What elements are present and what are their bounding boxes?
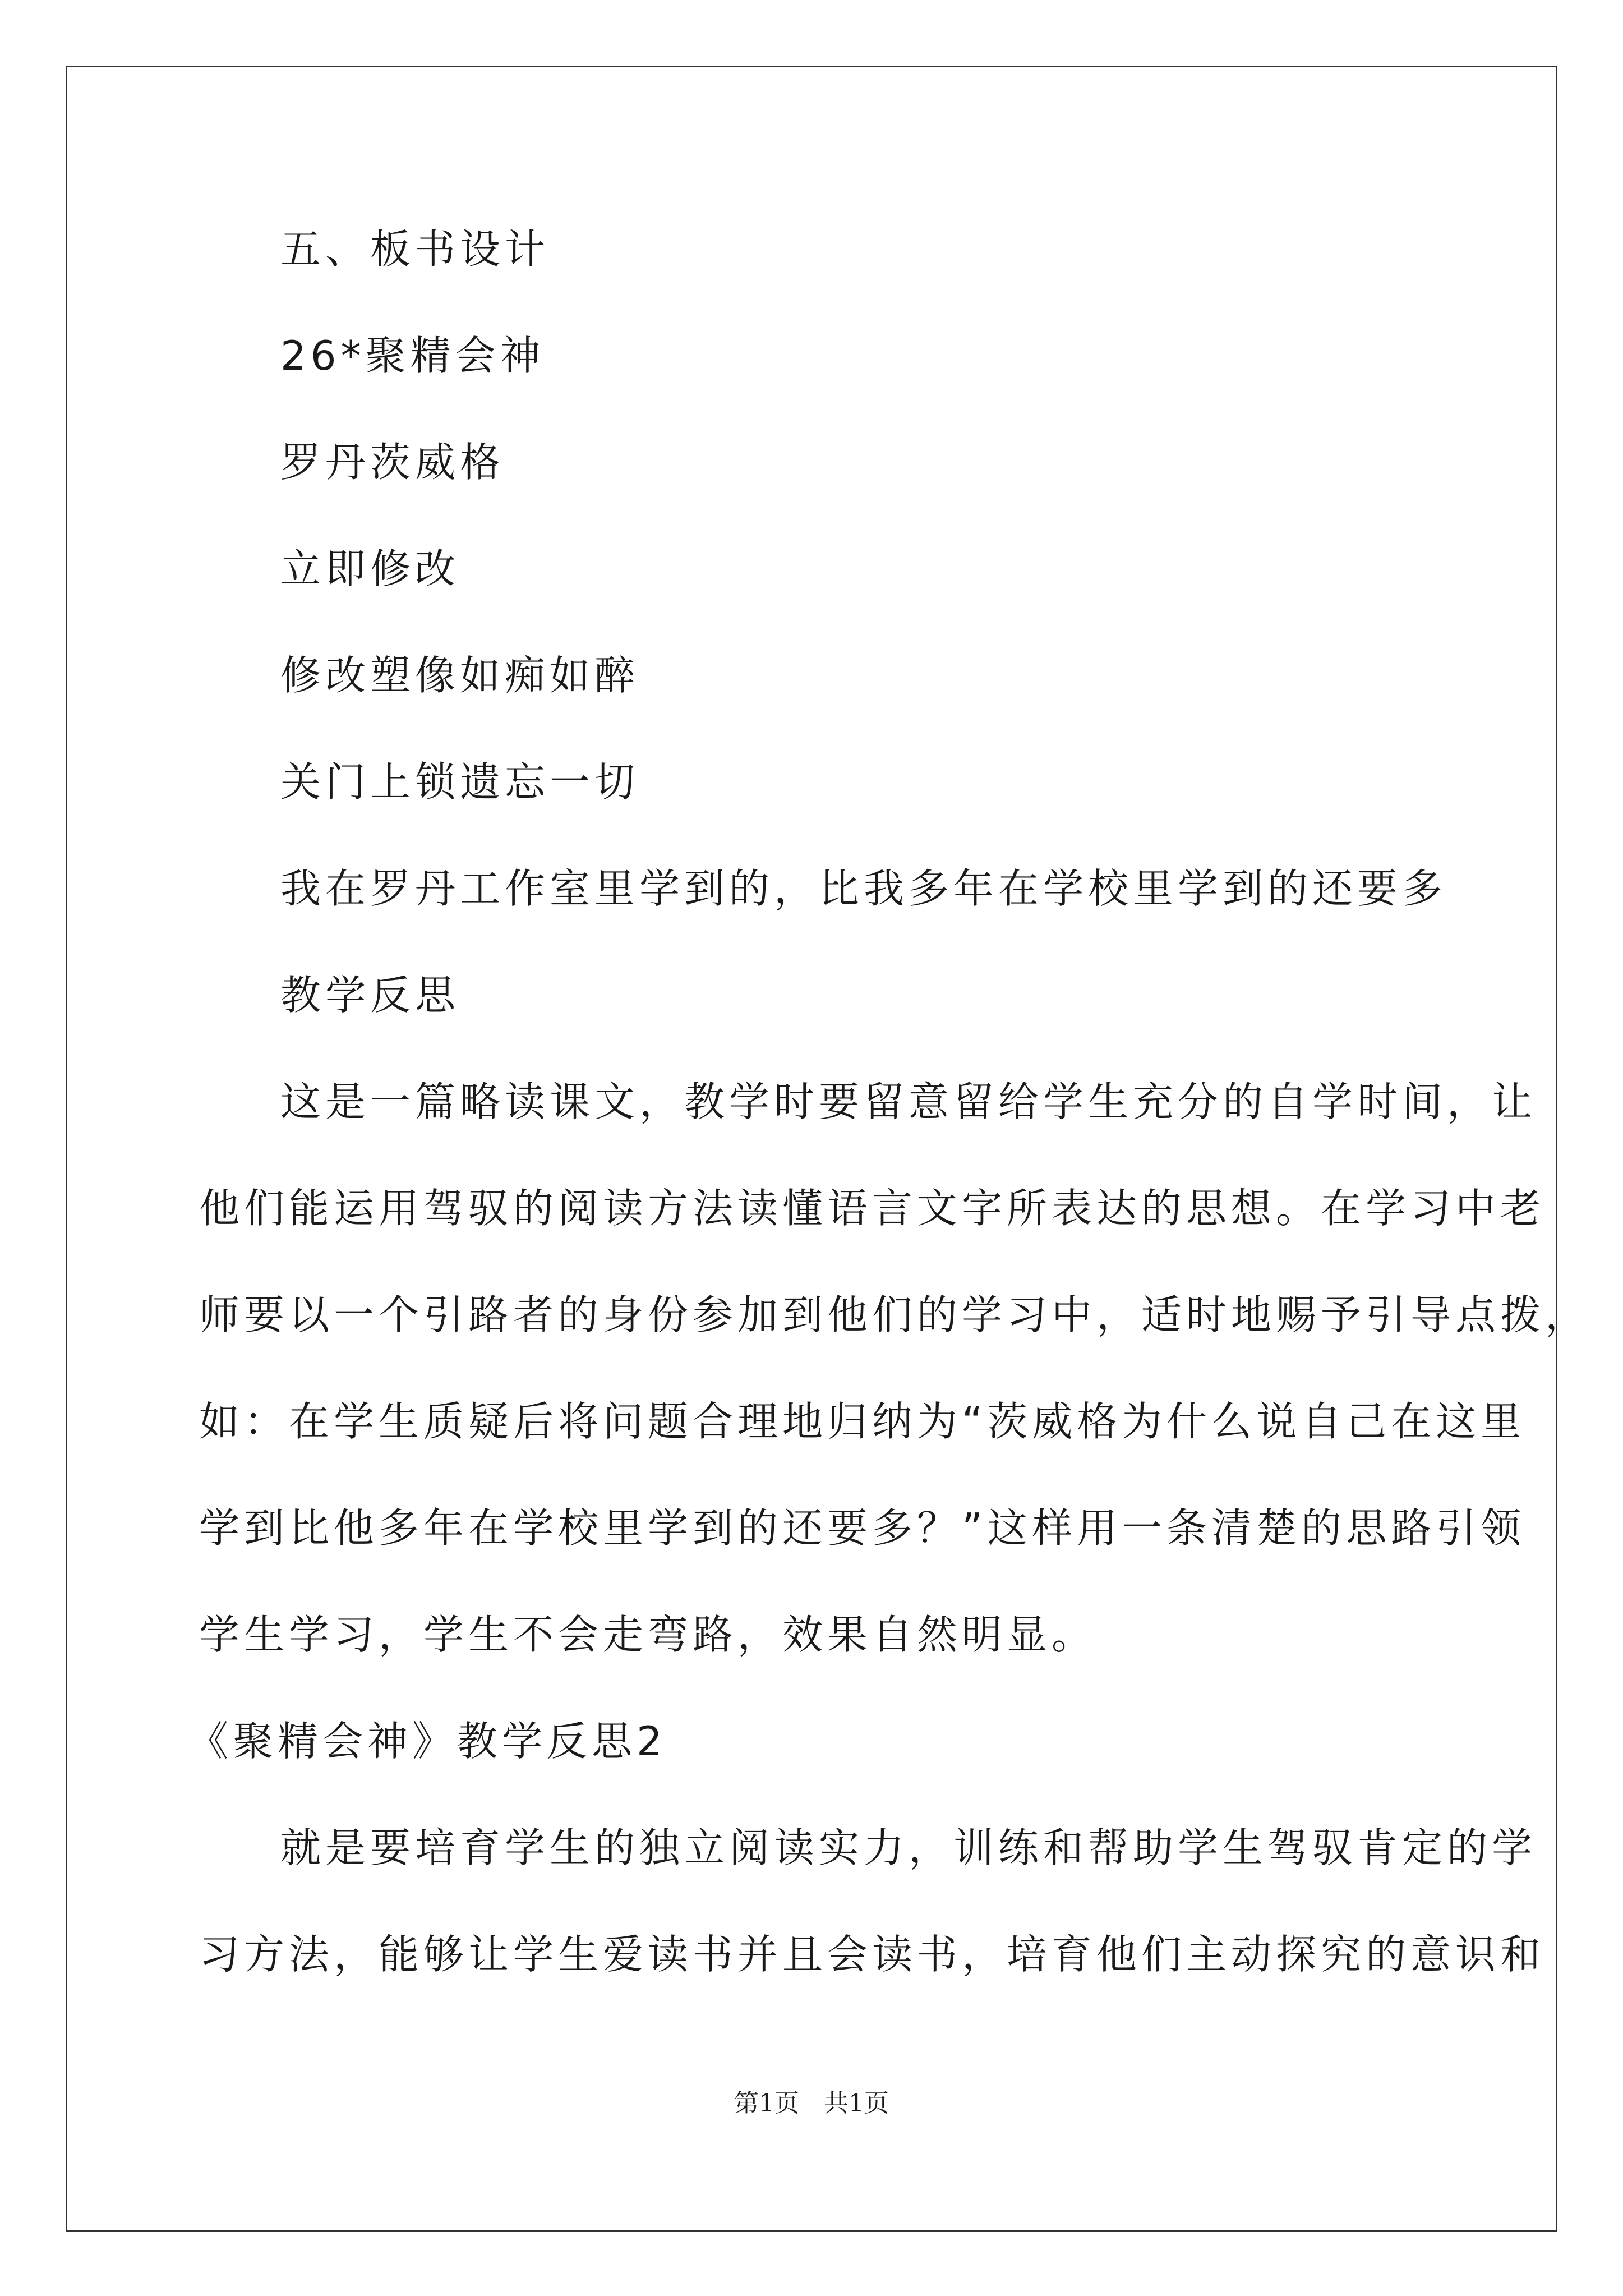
page-number-footer: 第1页 共1页 <box>734 2089 889 2118</box>
board-line: 我在罗丹工作室里学到的，比我多年在学校里学到的还要多 <box>280 865 1447 912</box>
article-title-reflection-2: 《聚精会神》教学反思2 <box>188 1718 667 1765</box>
section-heading-board-design: 五、板书设计 <box>280 226 550 273</box>
paragraph-line: 学生学习，学生不会走弯路，效果自然明显。 <box>199 1611 1097 1658</box>
paragraph-line: 就是要培育学生的独立阅读实力，训练和帮助学生驾驭肯定的学 <box>280 1824 1537 1871</box>
paragraph-line: 师要以一个引路者的身份参加到他们的学习中，适时地赐予引导点拨， <box>199 1291 1590 1338</box>
paragraph-line: 如：在学生质疑后将问题合理地归纳为“茨威格为什么说自己在这里 <box>199 1398 1526 1445</box>
board-line: 立即修改 <box>280 545 460 592</box>
board-line: 修改塑像如痴如醉 <box>280 652 640 699</box>
paragraph-line: 这是一篇略读课文，教学时要留意留给学生充分的自学时间，让 <box>280 1078 1537 1125</box>
page-border <box>66 66 1557 2232</box>
section-heading-teaching-reflection: 教学反思 <box>280 972 460 1019</box>
paragraph-line: 学到比他多年在学校里学到的还要多？”这样用一条清楚的思路引领 <box>199 1504 1526 1552</box>
lesson-title-line: 26*聚精会神 <box>280 332 545 379</box>
board-line: 关门上锁遗忘一切 <box>280 758 640 806</box>
board-line: 罗丹茨威格 <box>280 439 505 486</box>
paragraph-line: 习方法，能够让学生爱读书并且会读书，培育他们主动探究的意识和 <box>199 1931 1546 1978</box>
paragraph-line: 他们能运用驾驭的阅读方法读懂语言文字所表达的思想。在学习中老 <box>199 1185 1546 1232</box>
